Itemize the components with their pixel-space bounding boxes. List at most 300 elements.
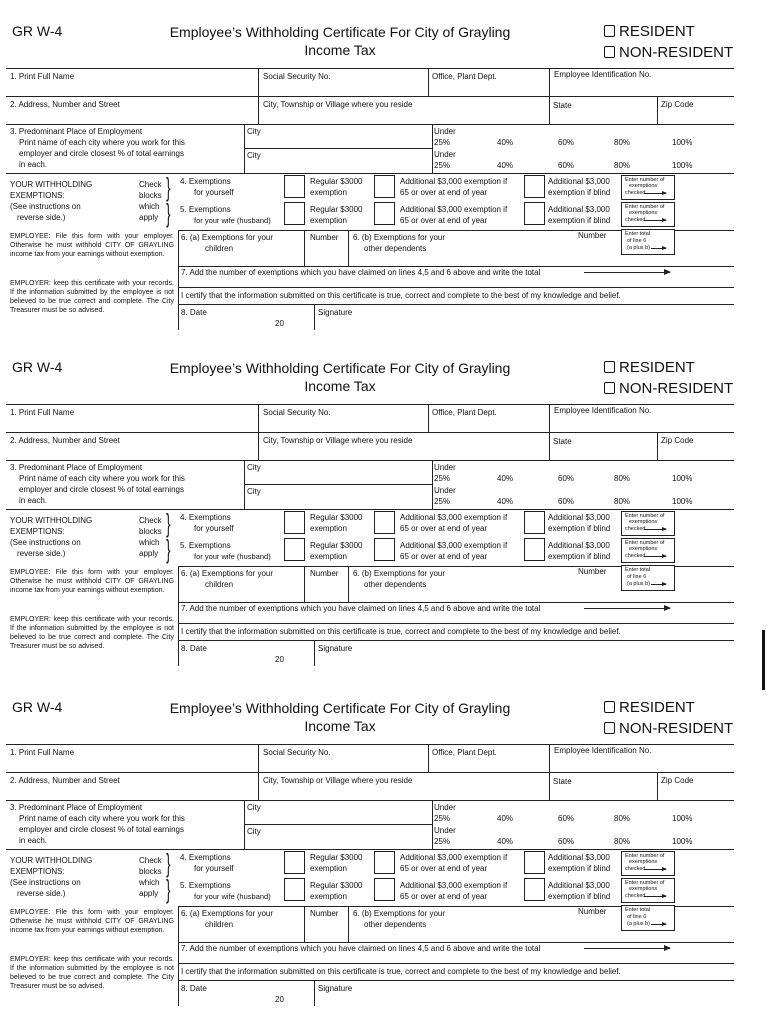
nonresident-option[interactable] [604,45,733,60]
rule [6,124,734,125]
age-exemption-label: Additional $3,000 exemption if [400,177,508,186]
blind-exemption-label: Additional $3,000 [548,853,610,862]
regular-exemption-self-checkbox[interactable] [284,851,305,874]
line4-label: 4. Exemptions [180,177,231,186]
employment-instructions: Print name of each city where you work for this [19,814,185,823]
regular-exemption-label: exemption [310,524,347,533]
enter-number-label: checked [625,553,646,559]
total-line6-label: (a plus b) [627,581,650,587]
rule [6,96,734,97]
regular-exemption-spouse-checkbox[interactable] [284,538,305,561]
rule [258,772,259,800]
rule [178,623,734,624]
rule [244,124,245,173]
blind-exemption-spouse-checkbox[interactable] [524,878,545,901]
percent-60[interactable]: 60% [558,814,575,823]
line4-label: 4. Exemptions [180,853,231,862]
regular-exemption-spouse-checkbox[interactable] [284,202,305,225]
percent-40[interactable]: 40% [497,161,514,170]
line6b-sublabel: other dependents [364,580,427,589]
full-name-label: 1. Print Full Name [10,408,75,417]
regular-exemption-label: Regular $3000 [310,513,363,522]
percent-100[interactable]: 100% [672,837,693,846]
city-label: City [247,803,261,812]
arrow-icon [644,529,666,530]
check-blocks-note: which [139,202,160,211]
enter-number-label: exemptions [629,210,658,216]
enter-number-label: Enter number of [625,177,665,183]
employment-instructions: employer and circle closest % of total earnings [19,149,184,158]
address-label: 2. Address, Number and Street [10,776,120,785]
line6a-sublabel: children [205,244,234,253]
withholding-instructions: (See instructions on [10,202,81,211]
percent-under[interactable]: Under [434,150,456,159]
form-title [140,700,540,735]
withholding-certificate-form [0,344,770,674]
city-label: City [247,827,261,836]
rule [244,824,432,825]
age-exemption-self-checkbox[interactable] [374,175,395,198]
office-label: Office, Plant Dept. [432,748,497,757]
certification-text: I certify that the information submitted on this certificate is true, correct and complete to the best of my knowledge and belief. [181,627,621,636]
withholding-heading: YOUR WITHHOLDING [10,856,93,865]
enter-number-label: exemptions [629,886,658,892]
age-exemption-label: 65 or over at end of year [400,552,488,561]
percent-60[interactable]: 60% [558,161,575,170]
line4-sublabel: for yourself [194,524,234,533]
age-exemption-label: 65 or over at end of year [400,188,488,197]
enter-number-label: Enter number of [625,204,665,210]
rule [6,800,734,801]
check-blocks-note: which [139,538,160,547]
rule [178,963,734,964]
percent-40[interactable]: 40% [497,474,514,483]
blind-exemption-label: Additional $3,000 [548,541,610,550]
check-blocks-note: apply [139,889,159,898]
form-title-line1: Employee’s Withholding Certificate For City of Grayling [169,360,511,376]
line7-label: 7. Add the number of exemptions which you have claimed on lines 4,5 and 6 above and write the total [181,944,541,953]
blind-exemption-self-checkbox[interactable] [524,851,545,874]
withholding-heading: YOUR WITHHOLDING [10,516,93,525]
state-label: State [553,777,572,786]
withholding-heading: EXEMPTIONS: [10,527,65,536]
nonresident-label: NON-RESIDENT [619,720,734,737]
form-title-line2: Income Tax [304,41,376,58]
nonresident-checkbox[interactable] [604,46,615,58]
percent-60[interactable]: 60% [558,497,575,506]
enter-number-label: exemptions [629,859,658,865]
blind-exemption-label: exemption if blind [548,892,611,901]
signature-label: Signature [318,308,353,317]
ssn-label: Social Security No. [263,748,331,757]
rule [304,566,305,602]
blind-exemption-label: exemption if blind [548,188,611,197]
line4-sublabel: for yourself [194,864,234,873]
employment-label: 3. Predominant Place of Employment [10,803,143,812]
check-blocks-note: blocks [139,191,162,200]
rule [6,173,734,174]
year-prefix: 20 [275,319,284,328]
resident-option[interactable] [604,700,695,715]
signature-label: Signature [318,984,353,993]
rule [258,432,259,460]
brace: } [166,874,171,904]
rule [178,980,734,981]
blind-exemption-label: exemption if blind [548,216,611,225]
age-exemption-spouse-checkbox[interactable] [374,878,395,901]
check-blocks-note: blocks [139,527,162,536]
enter-number-label: checked [625,190,646,196]
city-township-label: City, Township or Village where you reside [263,436,413,445]
blind-exemption-label: exemption if blind [548,552,611,561]
percent-under[interactable]: Under [434,463,456,472]
city-label: City [247,463,261,472]
blind-exemption-self-checkbox[interactable] [524,175,545,198]
percent-80[interactable]: 80% [614,474,631,483]
employment-label: 3. Predominant Place of Employment [10,127,143,136]
rule [6,432,734,433]
year-prefix: 20 [275,995,284,1004]
line6b-sublabel: other dependents [364,920,427,929]
brace: } [166,534,171,564]
rule [432,460,433,509]
rule [348,230,349,266]
rule [549,744,550,800]
line6b-label: 6. (b) Exemptions for your [353,909,446,918]
full-name-label: 1. Print Full Name [10,748,75,757]
rule [348,566,349,602]
zip-label: Zip Code [661,436,694,445]
enter-number-label: Enter number of [625,540,665,546]
rule [244,484,432,485]
rule [432,800,433,849]
city-label: City [247,487,261,496]
rule [178,304,734,305]
percent-80[interactable]: 80% [614,161,631,170]
form-title [140,360,540,395]
page-edge-mark [762,630,765,690]
total-line6-label: of line 6 [627,574,647,580]
percent-25[interactable]: 25% [434,138,451,147]
resident-checkbox[interactable] [604,701,615,713]
rule [6,849,734,850]
rule [314,304,315,330]
rule [178,566,179,666]
age-exemption-label: Additional $3,000 exemption if [400,205,508,214]
form-title [140,24,540,59]
regular-exemption-label: exemption [310,892,347,901]
rule [348,906,349,942]
line6b-sublabel: other dependents [364,244,427,253]
rule [6,404,734,405]
form-code: GR W-4 [12,699,63,715]
rule [258,404,259,432]
total-line6-label: Enter total [625,567,651,573]
percent-40[interactable]: 40% [497,814,514,823]
arrow-icon [651,248,666,249]
percent-under[interactable]: Under [434,486,456,495]
rule [258,744,259,772]
rule [428,68,429,96]
regular-exemption-label: Regular $3000 [310,177,363,186]
rule [549,68,550,124]
employment-label: 3. Predominant Place of Employment [10,463,143,472]
rule [657,432,658,460]
line7-label: 7. Add the number of exemptions which you have claimed on lines 4,5 and 6 above and write the total [181,604,541,613]
number-label: Number [310,569,339,578]
resident-label: RESIDENT [619,699,695,716]
nonresident-option[interactable] [604,721,733,736]
enter-number-label: checked [625,217,646,223]
employee-note: EMPLOYEE: File this form with your employer. Otherwise he must withhold CITY OF GRAYLING income tax from your earnings without exemption. [10,569,174,595]
nonresident-label: NON-RESIDENT [619,44,734,61]
full-name-label: 1. Print Full Name [10,72,75,81]
resident-label: RESIDENT [619,359,695,376]
regular-exemption-label: exemption [310,552,347,561]
withholding-heading: YOUR WITHHOLDING [10,180,93,189]
rule [6,744,734,745]
signature-label: Signature [318,644,353,653]
resident-option[interactable] [604,24,695,39]
age-exemption-label: 65 or over at end of year [400,892,488,901]
line5-label: 5. Exemptions [180,541,231,550]
date-label: 8. Date [181,308,207,317]
resident-checkbox[interactable] [604,25,615,37]
withholding-instructions: (See instructions on [10,538,81,547]
employer-note: EMPLOYER: keep this certificate with your records. If the information submitted by the employee is not believed to be true correct and complete. The City Treasurer must be so advised. [10,616,174,651]
percent-100[interactable]: 100% [672,497,693,506]
age-exemption-label: Additional $3,000 exemption if [400,513,508,522]
enter-number-label: exemptions [629,183,658,189]
rule [244,800,245,849]
rule [178,230,179,330]
regular-exemption-label: Regular $3000 [310,853,363,862]
age-exemption-spouse-checkbox[interactable] [374,202,395,225]
percent-40[interactable]: 40% [497,497,514,506]
ein-label: Employee Identification No. [554,406,652,415]
blind-exemption-label: Additional $3,000 [548,205,610,214]
number-label: Number [578,907,607,916]
nonresident-checkbox[interactable] [604,382,615,394]
age-exemption-label: 65 or over at end of year [400,524,488,533]
age-exemption-label: 65 or over at end of year [400,216,488,225]
arrow-icon [644,220,666,221]
nonresident-option[interactable] [604,381,733,396]
rule [304,906,305,942]
arrow-icon [644,869,666,870]
zip-label: Zip Code [661,100,694,109]
check-blocks-note: Check [139,180,162,189]
percent-80[interactable]: 80% [614,138,631,147]
arrow-icon [584,272,670,273]
certification-text: I certify that the information submitted on this certificate is true, correct and complete to the best of my knowledge and belief. [181,291,621,300]
line6b-label: 6. (b) Exemptions for your [353,569,446,578]
ein-label: Employee Identification No. [554,746,652,755]
percent-40[interactable]: 40% [497,138,514,147]
percent-25[interactable]: 25% [434,837,451,846]
address-label: 2. Address, Number and Street [10,436,120,445]
line4-label: 4. Exemptions [180,513,231,522]
percent-under[interactable]: Under [434,127,456,136]
enter-number-label: checked [625,526,646,532]
percent-100[interactable]: 100% [672,161,693,170]
number-label: Number [310,909,339,918]
line6a-label: 6. (a) Exemptions for your [181,233,274,242]
blind-exemption-spouse-checkbox[interactable] [524,538,545,561]
office-label: Office, Plant Dept. [432,408,497,417]
arrow-icon [644,896,666,897]
withholding-instructions: reverse side.) [17,213,66,222]
ssn-label: Social Security No. [263,408,331,417]
percent-80[interactable]: 80% [614,837,631,846]
form-title-line2: Income Tax [304,717,376,734]
percent-25[interactable]: 25% [434,814,451,823]
employer-note: EMPLOYER: keep this certificate with your records. If the information submitted by the employee is not believed to be true correct and complete. The City Treasurer must be so advised. [10,280,174,315]
employee-note: EMPLOYEE: File this form with your employer. Otherwise he must withhold CITY OF GRAYLING income tax from your earnings without exemption. [10,909,174,935]
employment-instructions: employer and circle closest % of total earnings [19,825,184,834]
rule [6,509,734,510]
number-label: Number [578,567,607,576]
rule [178,266,734,267]
certification-text: I certify that the information submitted on this certificate is true, correct and complete to the best of my knowledge and belief. [181,967,621,976]
city-label: City [247,127,261,136]
state-label: State [553,437,572,446]
rule [314,640,315,666]
arrow-icon [651,924,666,925]
age-exemption-label: Additional $3,000 exemption if [400,881,508,890]
total-line6-label: Enter total [625,231,651,237]
percent-25[interactable]: 25% [434,161,451,170]
line6b-label: 6. (b) Exemptions for your [353,233,446,242]
resident-checkbox[interactable] [604,361,615,373]
blind-exemption-label: exemption if blind [548,524,611,533]
line6a-sublabel: children [205,580,234,589]
rule [178,942,734,943]
check-blocks-note: blocks [139,867,162,876]
percent-25[interactable]: 25% [434,474,451,483]
blind-exemption-spouse-checkbox[interactable] [524,202,545,225]
total-line6-label: (a plus b) [627,245,650,251]
age-exemption-spouse-checkbox[interactable] [374,538,395,561]
percent-100[interactable]: 100% [672,138,693,147]
age-exemption-label: Additional $3,000 exemption if [400,853,508,862]
withholding-instructions: (See instructions on [10,878,81,887]
line5-label: 5. Exemptions [180,205,231,214]
percent-60[interactable]: 60% [558,474,575,483]
percent-40[interactable]: 40% [497,837,514,846]
line5-sublabel: for your wife (husband) [194,892,271,901]
rule [657,96,658,124]
percent-80[interactable]: 80% [614,497,631,506]
nonresident-checkbox[interactable] [604,722,615,734]
percent-60[interactable]: 60% [558,138,575,147]
blind-exemption-label: Additional $3,000 [548,513,610,522]
regular-exemption-spouse-checkbox[interactable] [284,878,305,901]
employment-instructions: in each. [19,496,48,505]
rule [432,124,433,173]
resident-option[interactable] [604,360,695,375]
percent-100[interactable]: 100% [672,814,693,823]
enter-number-label: exemptions [629,519,658,525]
age-exemption-self-checkbox[interactable] [374,511,395,534]
withholding-heading: EXEMPTIONS: [10,867,65,876]
rule [549,404,550,460]
employee-note: EMPLOYEE: File this form with your employer. Otherwise he must withhold CITY OF GRAYLING income tax from your earnings without exemption. [10,233,174,259]
rule [178,906,179,1006]
form-title-line2: Income Tax [304,377,376,394]
regular-exemption-self-checkbox[interactable] [284,175,305,198]
line6a-label: 6. (a) Exemptions for your [181,569,274,578]
rule [428,744,429,772]
enter-number-label: checked [625,893,646,899]
blind-exemption-label: exemption if blind [548,864,611,873]
employment-instructions: Print name of each city where you work for this [19,138,185,147]
rule [6,68,734,69]
resident-label: RESIDENT [619,23,695,40]
date-label: 8. Date [181,984,207,993]
enter-number-label: exemptions [629,546,658,552]
percent-under[interactable]: Under [434,803,456,812]
enter-number-label: Enter number of [625,513,665,519]
withholding-instructions: reverse side.) [17,549,66,558]
age-exemption-label: 65 or over at end of year [400,864,488,873]
form-code: GR W-4 [12,359,63,375]
rule [304,230,305,266]
line6a-sublabel: children [205,920,234,929]
brace: } [166,508,171,538]
city-township-label: City, Township or Village where you reside [263,776,413,785]
blind-exemption-label: Additional $3,000 [548,177,610,186]
line4-sublabel: for yourself [194,188,234,197]
address-label: 2. Address, Number and Street [10,100,120,109]
line5-sublabel: for your wife (husband) [194,552,271,561]
total-line6-label: Enter total [625,907,651,913]
form-code: GR W-4 [12,23,63,39]
line7-label: 7. Add the number of exemptions which you have claimed on lines 4,5 and 6 above and write the total [181,268,541,277]
employment-instructions: Print name of each city where you work for this [19,474,185,483]
regular-exemption-label: exemption [310,216,347,225]
check-blocks-note: apply [139,213,159,222]
number-label: Number [310,233,339,242]
age-exemption-label: Additional $3,000 exemption if [400,541,508,550]
rule [244,148,432,149]
nonresident-label: NON-RESIDENT [619,380,734,397]
blind-exemption-self-checkbox[interactable] [524,511,545,534]
percent-100[interactable]: 100% [672,474,693,483]
rule [258,96,259,124]
city-label: City [247,151,261,160]
percent-80[interactable]: 80% [614,814,631,823]
percent-under[interactable]: Under [434,826,456,835]
form-title-line1: Employee’s Withholding Certificate For City of Grayling [169,700,511,716]
regular-exemption-label: Regular $3000 [310,541,363,550]
regular-exemption-self-checkbox[interactable] [284,511,305,534]
state-label: State [553,101,572,110]
percent-25[interactable]: 25% [434,497,451,506]
zip-label: Zip Code [661,776,694,785]
brace: } [166,848,171,878]
rule [258,68,259,96]
total-line6-label: of line 6 [627,238,647,244]
withholding-heading: EXEMPTIONS: [10,191,65,200]
blind-exemption-label: Additional $3,000 [548,881,610,890]
age-exemption-self-checkbox[interactable] [374,851,395,874]
arrow-icon [584,608,670,609]
percent-60[interactable]: 60% [558,837,575,846]
year-prefix: 20 [275,655,284,664]
rule [178,640,734,641]
line5-sublabel: for your wife (husband) [194,216,271,225]
